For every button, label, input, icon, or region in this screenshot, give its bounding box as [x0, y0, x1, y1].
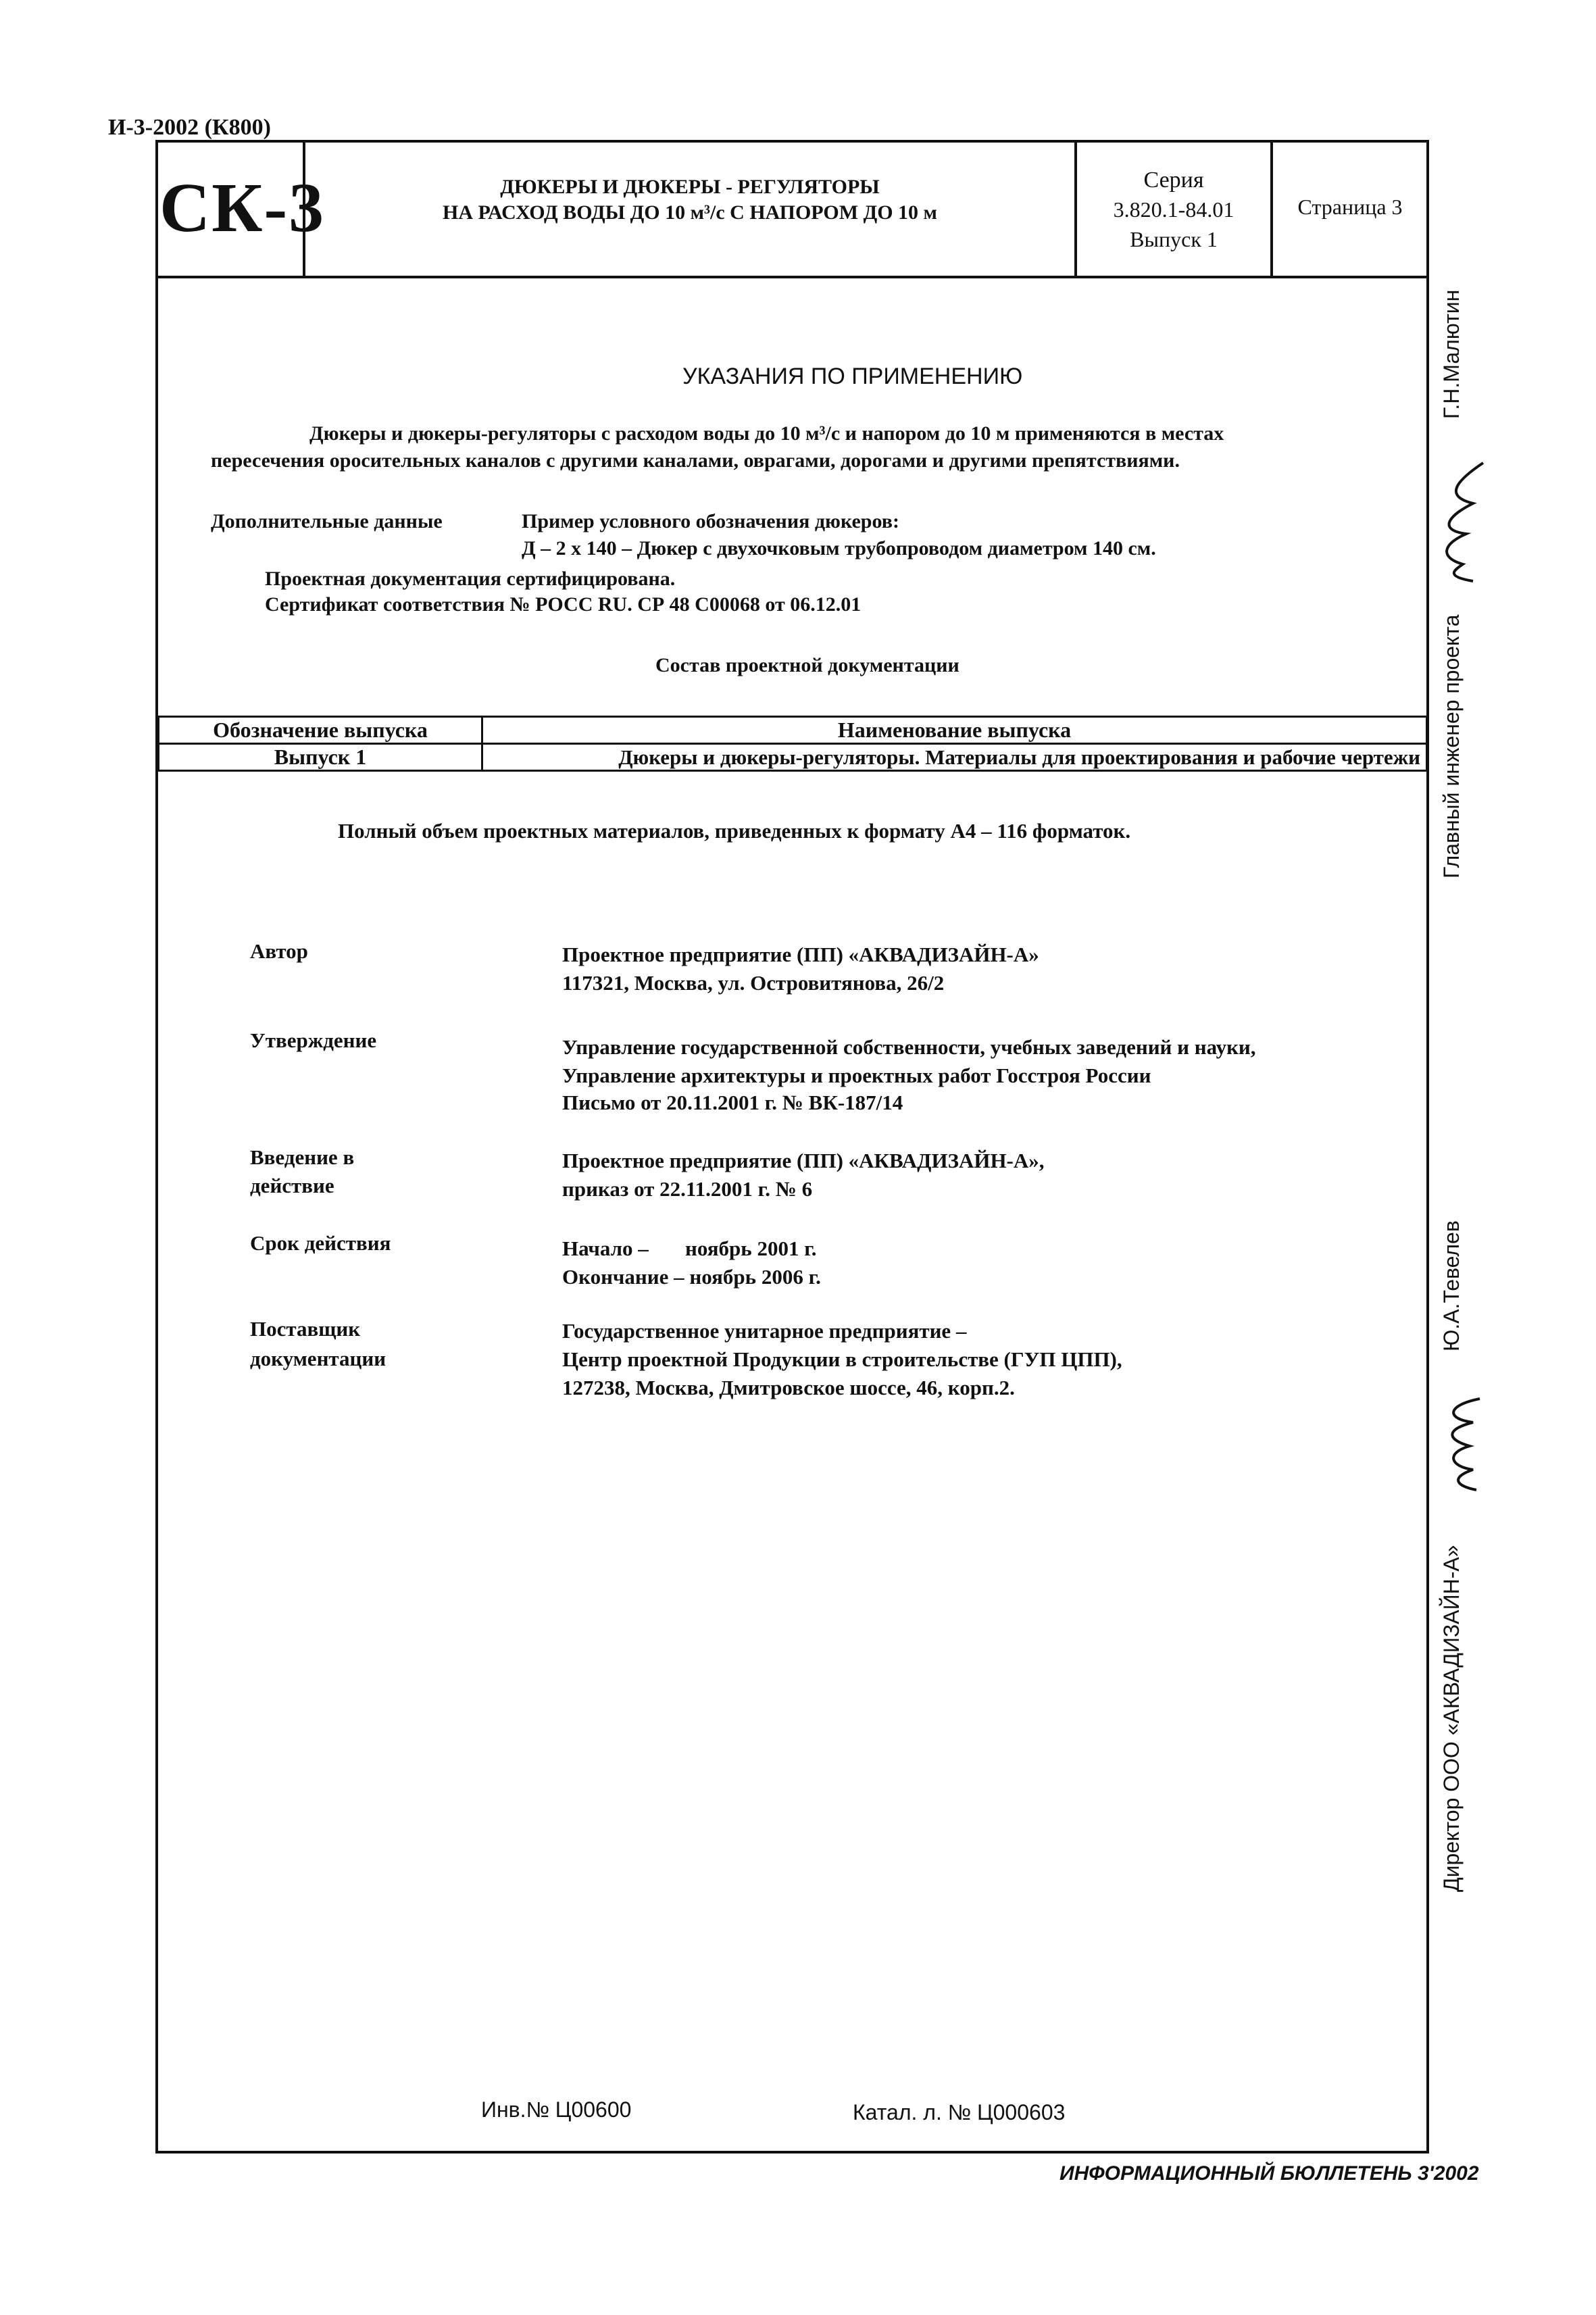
- stamp-code: СК-3: [159, 169, 326, 247]
- stamp-title-line1: ДЮКЕРЫ И ДЮКЕРЫ - РЕГУЛЯТОРЫ: [500, 176, 880, 198]
- inventory-number: Инв.№ Ц00600: [481, 2097, 632, 2122]
- info-value-approval-1: Управление государственной собственности, учебных заведений и науки,: [562, 1035, 1256, 1059]
- additional-label: Дополнительные данные: [211, 510, 443, 532]
- footer-bulletin: ИНФОРМАЦИОННЫЙ БЮЛЛЕТЕНЬ 3'2002: [1059, 2162, 1479, 2185]
- info-value-approval-2: Управление архитектуры и проектных работ Госстроя России: [562, 1064, 1151, 1087]
- info-value-supplier-1: Государственное унитарное предприятие –: [562, 1319, 967, 1343]
- example-title: Пример условного обозначения дюкеров:: [522, 510, 899, 532]
- side-role-top: Главный инженер проекта: [1439, 614, 1464, 878]
- info-value-validity-1: Начало – ноябрь 2001 г.: [562, 1237, 817, 1260]
- info-value-supplier-2: Центр проектной Продукции в строительстве (ГУП ЦПП),: [562, 1347, 1122, 1371]
- info-value-author-1: Проектное предприятие (ПП) «АКВАДИЗАЙН-А»: [562, 943, 1039, 966]
- composition-table: [157, 716, 1428, 772]
- volume-text: Полный объем проектных материалов, приведенных к формату А4 – 116 форматок.: [338, 819, 1131, 843]
- info-label-approval: Утверждение: [250, 1028, 377, 1052]
- table-header-row: [159, 717, 1427, 744]
- table-header-cell: Обозначение выпуска: [159, 717, 482, 744]
- info-label-author: Автор: [250, 939, 308, 963]
- side-role-bottom: Директор ООО «АКВАДИЗАЙН-А»: [1439, 1545, 1464, 1892]
- info-label-supplier: Поставщик документации: [250, 1317, 386, 1370]
- stamp-series-label: Серия: [1143, 168, 1204, 193]
- example-text: Д – 2 х 140 – Дюкер с двухочковым трубопроводом диаметром 140 см.: [522, 537, 1156, 559]
- intro-line1: Дюкеры и дюкеры-регуляторы с расходом воды до 10 м³/с и напором до 10 м применяются в местах: [309, 422, 1224, 445]
- signature-top: [1426, 456, 1493, 584]
- certified-text: Проектная документация сертифицирована.: [265, 568, 676, 590]
- stamp-page: Страница 3: [1297, 195, 1403, 219]
- side-name-top: Г.Н.Малютин: [1439, 289, 1464, 419]
- section-heading: УКАЗАНИЯ ПО ПРИМЕНЕНИЮ: [682, 364, 1023, 389]
- composition-title: Состав проектной документации: [655, 654, 959, 676]
- side-name-bottom: Ю.А.Тевелев: [1439, 1220, 1464, 1351]
- catalog-number: Катал. л. № Ц000603: [853, 2100, 1066, 2124]
- table-row: [159, 744, 1427, 771]
- table-cell: Выпуск 1: [159, 744, 482, 771]
- info-value-supplier-3: 127238, Москва, Дмитровское шоссе, 46, корп.2.: [562, 1376, 1015, 1399]
- stamp-divider: [155, 276, 1429, 278]
- info-label-validity: Срок действия: [250, 1231, 391, 1255]
- stamp-title-line2: НА РАСХОД ВОДЫ ДО 10 м³/с С НАПОРОМ ДО 10 м: [443, 201, 937, 224]
- info-value-approval-3: Письмо от 20.11.2001 г. № ВК-187/14: [562, 1091, 903, 1114]
- intro-line2: пересечения оросительных каналов с другими каналами, оврагами, дорогами и другими препятствиями.: [211, 449, 1180, 472]
- table-cell: Дюкеры и дюкеры-регуляторы. Материалы для проектирования и рабочие чертежи: [482, 744, 1427, 771]
- signature-bottom: [1426, 1392, 1493, 1493]
- table-header-cell: Наименование выпуска: [482, 717, 1427, 744]
- info-value-enactment-2: приказ от 22.11.2001 г. № 6: [562, 1177, 813, 1201]
- info-label-enactment: Введение в действие: [250, 1145, 355, 1197]
- info-value-validity-2: Окончание – ноябрь 2006 г.: [562, 1265, 821, 1289]
- document-code: И-3-2002 (К800): [108, 115, 271, 140]
- info-value-author-2: 117321, Москва, ул. Островитянова, 26/2: [562, 971, 945, 995]
- stamp-issue: Выпуск 1: [1130, 227, 1218, 251]
- info-value-enactment-1: Проектное предприятие (ПП) «АКВАДИЗАЙН-А»,: [562, 1149, 1045, 1172]
- stamp-series-number: 3.820.1-84.01: [1113, 197, 1235, 222]
- certificate-text: Сертификат соответствия № РОСС RU. СР 48 С00068 от 06.12.01: [265, 593, 862, 616]
